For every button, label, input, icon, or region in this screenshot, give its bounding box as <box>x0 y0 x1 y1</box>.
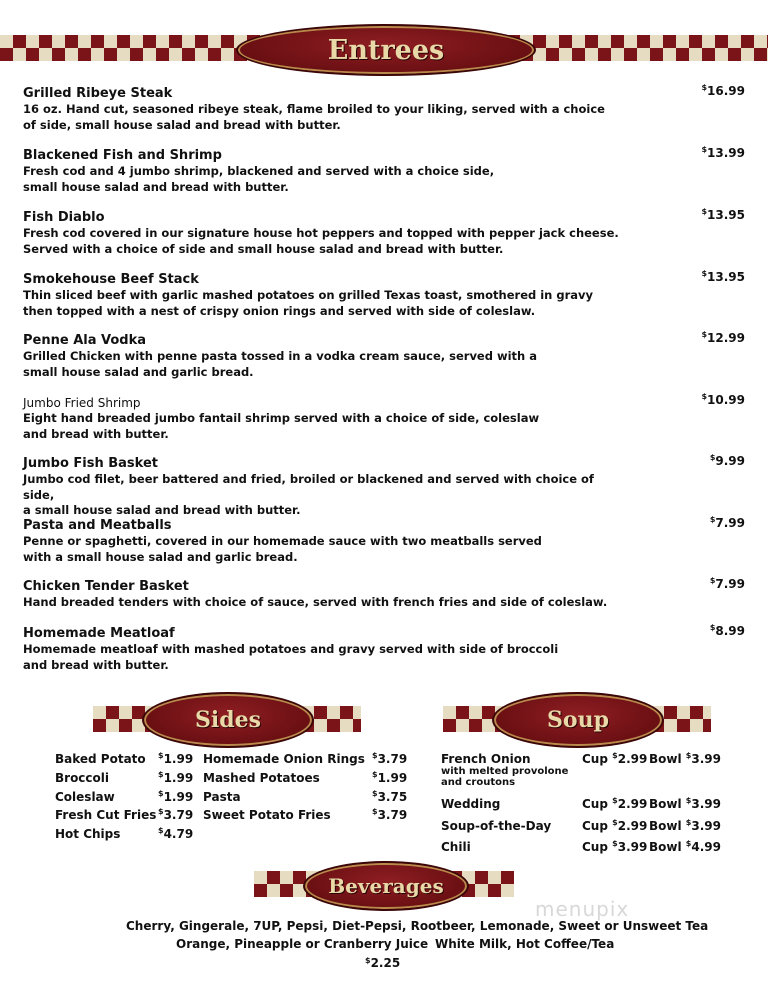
beverages-header-oval <box>303 861 469 911</box>
entree-description: Jumbo cod filet, beer battered and fried, broiled or blackened and served with choice of side, a small house salad and bread with butter. <box>23 472 594 517</box>
entree-item <box>23 145 745 195</box>
entree-name: Jumbo Fish Basket <box>23 456 159 471</box>
entree-item <box>23 392 745 442</box>
entree-description: Homemade meatloaf with mashed potatoes and gravy served with side of broccoli and bread with butter. <box>23 642 559 672</box>
soup-bowl-price: Bowl $4.99 <box>649 839 721 854</box>
entree-name: Penne Ala Vodka <box>23 333 147 348</box>
entree-item <box>23 576 745 611</box>
entree-description: Fresh cod and 4 jumbo shrimp, blackened and served with a choice side, small house salad and bread with butter. <box>23 164 495 194</box>
soup-cup-price: Cup $2.99 <box>582 751 648 766</box>
beverages-line-2a: Orange, Pineapple or Cranberry Juice <box>176 937 429 951</box>
side-price: $1.99 <box>158 789 194 804</box>
side-name: Broccoli <box>55 771 110 785</box>
beverages-line-1: Cherry, Gingerale, 7UP, Pepsi, Diet-Pepsi, Rootbeer, Lemonade, Sweet or Unsweet Tea <box>126 919 709 933</box>
entree-name: Fish Diablo <box>23 210 105 225</box>
entree-description: 16 oz. Hand cut, seasoned ribeye steak, flame broiled to your liking, served with a choice of side, small house salad and bread with butter. <box>23 102 605 132</box>
entree-name: Grilled Ribeye Steak <box>23 86 173 101</box>
entree-name: Smokehouse Beef Stack <box>23 272 199 287</box>
entree-item <box>23 623 745 673</box>
side-name: Coleslaw <box>55 790 115 804</box>
side-name: Fresh Cut Fries <box>55 808 157 822</box>
entree-item <box>23 269 745 319</box>
entrees-heading: Entrees <box>327 34 445 66</box>
entree-description: Penne or spaghetti, covered in our homemade sauce with two meatballs served with a small house salad and garlic bread. <box>23 534 542 564</box>
entree-name: Pasta and Meatballs <box>23 518 172 533</box>
watermark-logo: menupix <box>535 897 630 921</box>
side-price: $1.99 <box>158 751 194 766</box>
entree-item <box>23 330 745 380</box>
entree-description: Grilled Chicken with penne pasta tossed in a vodka cream sauce, served with a small house salad and garlic bread. <box>23 349 537 379</box>
entree-item <box>23 453 745 519</box>
side-name: Hot Chips <box>55 827 121 841</box>
entree-price: $7.99 <box>709 515 745 530</box>
sides-header-oval <box>142 692 314 748</box>
soup-name: Soup-of-the-Day <box>441 819 552 833</box>
side-price: $3.79 <box>372 807 408 822</box>
side-price: $3.75 <box>372 789 408 804</box>
entree-price: $13.95 <box>701 269 745 284</box>
entree-price: $13.99 <box>701 145 745 160</box>
entree-price: $9.99 <box>709 453 745 468</box>
entrees-header-oval <box>236 24 536 76</box>
soup-bowl-price: Bowl $3.99 <box>649 751 721 766</box>
side-price: $3.79 <box>158 807 194 822</box>
entree-name: Jumbo Fried Shrimp <box>23 396 141 410</box>
soup-cup-price: Cup $2.99 <box>582 818 648 833</box>
entree-price: $10.99 <box>701 392 745 407</box>
soup-note: with melted provolone and croutons <box>441 766 569 788</box>
entree-item <box>23 207 745 257</box>
entree-name: Chicken Tender Basket <box>23 579 189 594</box>
entree-price: $8.99 <box>709 623 745 638</box>
side-price: $4.79 <box>158 826 194 841</box>
soup-heading: Soup <box>547 707 609 733</box>
entree-item <box>23 83 745 133</box>
entree-price: $13.95 <box>701 207 745 222</box>
sides-heading: Sides <box>194 707 261 733</box>
entree-price: $12.99 <box>701 330 745 345</box>
side-price: $1.99 <box>372 770 408 785</box>
soup-name: Chili <box>441 840 471 854</box>
soup-cup-price: Cup $2.99 <box>582 796 648 811</box>
entree-price: $16.99 <box>701 83 745 98</box>
side-name: Mashed Potatoes <box>203 771 320 785</box>
entree-description: Eight hand breaded jumbo fantail shrimp served with a choice of side, coleslaw and bread with butter. <box>23 411 540 441</box>
soup-name: French Onion <box>441 752 531 766</box>
entree-description: Thin sliced beef with garlic mashed potatoes on grilled Texas toast, smothered in gravy then topped with a nest of crispy onion rings and served with side of coleslaw. <box>23 288 594 318</box>
soup-bowl-price: Bowl $3.99 <box>649 796 721 811</box>
beverages-heading: Beverages <box>328 874 444 898</box>
side-price: $3.79 <box>372 751 408 766</box>
side-name: Baked Potato <box>55 752 146 766</box>
side-name: Pasta <box>203 790 241 804</box>
entree-name: Homemade Meatloaf <box>23 626 175 641</box>
side-name: Sweet Potato Fries <box>203 808 331 822</box>
entree-name: Blackened Fish and Shrimp <box>23 148 222 163</box>
beverages-line-2b: White Milk, Hot Coffee/Tea <box>435 937 615 951</box>
soup-header-oval <box>492 692 664 748</box>
entree-item <box>23 515 745 565</box>
soup-bowl-price: Bowl $3.99 <box>649 818 721 833</box>
entree-price: $7.99 <box>709 576 745 591</box>
entree-description: Fresh cod covered in our signature house hot peppers and topped with pepper jack cheese. Served with a choice of side and small house salad and bread with butter. <box>23 226 619 256</box>
side-name: Homemade Onion Rings <box>203 752 365 766</box>
beverages-price: $2.25 <box>365 956 401 970</box>
side-price: $1.99 <box>158 770 194 785</box>
soup-name: Wedding <box>441 797 501 811</box>
soup-cup-price: Cup $3.99 <box>582 839 648 854</box>
entree-description: Hand breaded tenders with choice of sauce, served with french fries and side of coleslaw. <box>23 595 608 609</box>
